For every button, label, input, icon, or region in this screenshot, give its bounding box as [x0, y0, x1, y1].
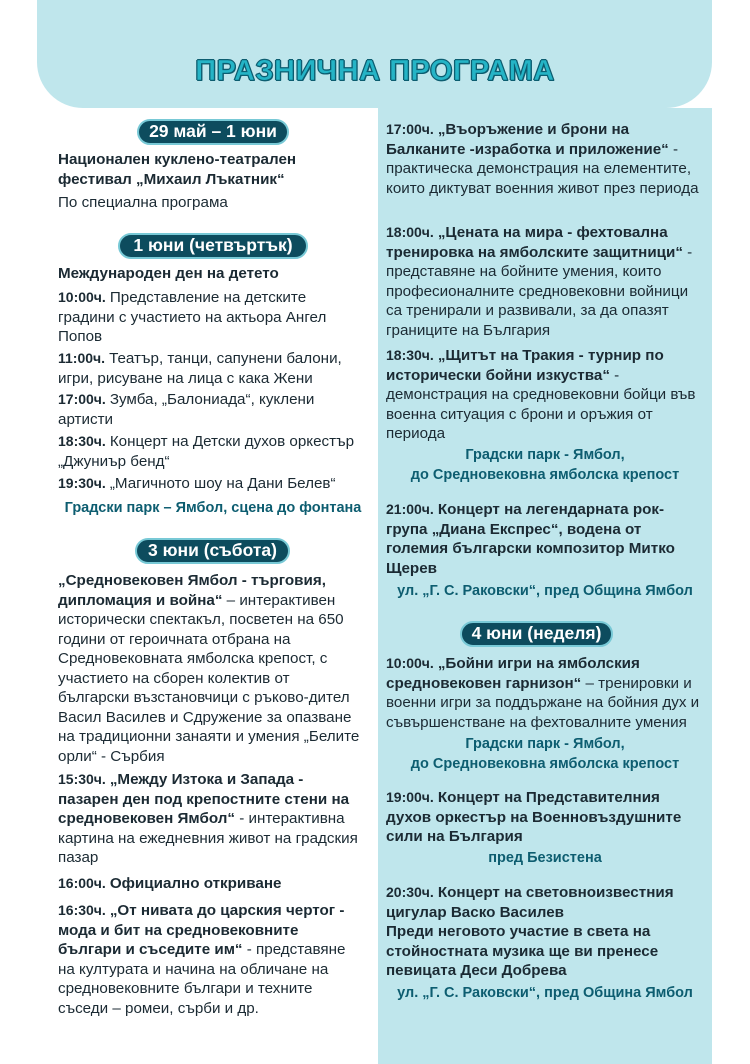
venue-park-fortress-2: Градски парк - Ямбол, до Средновековна ямболска крепост [410, 736, 680, 772]
event-jun4-1900: 19:00ч. Концерт на Представителния духов оркестър на Военновъздушните сили на България [386, 789, 682, 845]
event-1530: 15:30ч. „Между Изтока и Запада - пазарен ден под крепостните стени на средновековен Ямбол“ - интерактивна картина на ежедневния живот на градския пазар [58, 771, 358, 866]
venue-park-fortress-1: Градски парк - Ямбол, до Средновековна ямболска крепост [410, 447, 680, 483]
event-1630: 16:30ч. „От нивата до царския чертог - мода и бит на средновековните българи и съседите им“ - представяне на културата и начина на обличане на средновековните българи и техните съседи – ромеи, сърби и др. [58, 902, 346, 1017]
festival-title: Национален куклено-театрален фестивал „Михаил Лъкатник“ [58, 151, 297, 188]
venue-city-park-fountain: Градски парк – Ямбол, сцена до фонтана [64, 500, 362, 516]
festival-note: По специална програма [58, 194, 228, 211]
kids-day-heading: Международен ден на детето [58, 265, 279, 282]
event-1700: 17:00ч. Зумба, „Балониада“, куклени артисти [58, 391, 315, 428]
day-badge-jun1: 1 юни (четвъртък) [118, 233, 308, 259]
venue-rakovski-2: ул. „Г. С. Раковски“, пред Община Ямбол [397, 985, 693, 1001]
venue-bezisten: пред Безистена [488, 850, 602, 866]
day-badge-may29: 29 май – 1 юни [137, 119, 289, 145]
day-badge-jun4: 4 юни (неделя) [460, 621, 613, 647]
event-1830: 18:30ч. Концерт на Детски духов оркестър „Джуниър бенд“ [58, 433, 355, 470]
venue-rakovski-1: ул. „Г. С. Раковски“, пред Община Ямбол [397, 583, 693, 599]
event-medieval-yambol: „Средновековен Ямбол - търговия, дипломация и война“ – интерактивен исторически спектакъл, посветен на 650 години от героичната отбрана на Средновековната ямболска крепост, с участието на сборен колектив от български възстановчици с ръково-дител Васил Василев и Сдружение за опазване на традиционни занаяти и умения „Белите орли“ - Сърбия [58, 572, 360, 765]
column-divider [374, 108, 378, 1064]
page-title: ПРАЗНИЧНА ПРОГРАМА [195, 55, 555, 87]
event-1100: 11:00ч. Театър, танци, сапунени балони, игри, рисуване на лица с кака Жени [58, 350, 342, 387]
event-jun3-1700: 17:00ч. „Въоръжение и брони на Балканите -изработка и приложение“ - практическа демонстрация на елементите, които диктуват военния живот през периода [386, 121, 699, 197]
event-jun3-1830: 18:30ч. „Щитът на Тракия - турнир по исторически бойни изкуства“ - демонстрация на средновековни бойци във военна ситуация с брони и оръжия от периода [386, 347, 696, 442]
event-1000: 10:00ч. Представление на детските градини с участието на актьора Ангел Попов [58, 289, 327, 345]
event-jun3-2100: 21:00ч. Концерт на легендарната рок-група „Диана Експрес“, водена от големия български композитор Митко Щерев [386, 501, 675, 577]
day-badge-jun3: 3 юни (събота) [135, 538, 290, 564]
event-jun4-1000: 10:00ч. „Бойни игри на ямболския средновековен гарнизон“ – тренировки и военни игри за поддържане на бойния дух и съвършенстване на фехтовалните умения [386, 655, 700, 731]
event-jun4-2030: 20:30ч. Концерт на световноизвестния цигулар Васко Василев Преди неговото участие в света на стойностната музика ще ви пренесе певицата Деси Добрева [386, 884, 674, 979]
event-1600: 16:00ч. Официално откриване [58, 875, 282, 892]
event-jun3-1800: 18:00ч. „Цената на мира - фехтовална тренировка на ямболските защитници“ - представяне на бойните умения, които професионалните средновековни войници са тренирали и развивали, за да опазят границите на България [386, 224, 693, 339]
header-band [37, 0, 712, 108]
event-1930: 19:30ч. „Магичното шоу на Дани Белев“ [58, 475, 336, 492]
